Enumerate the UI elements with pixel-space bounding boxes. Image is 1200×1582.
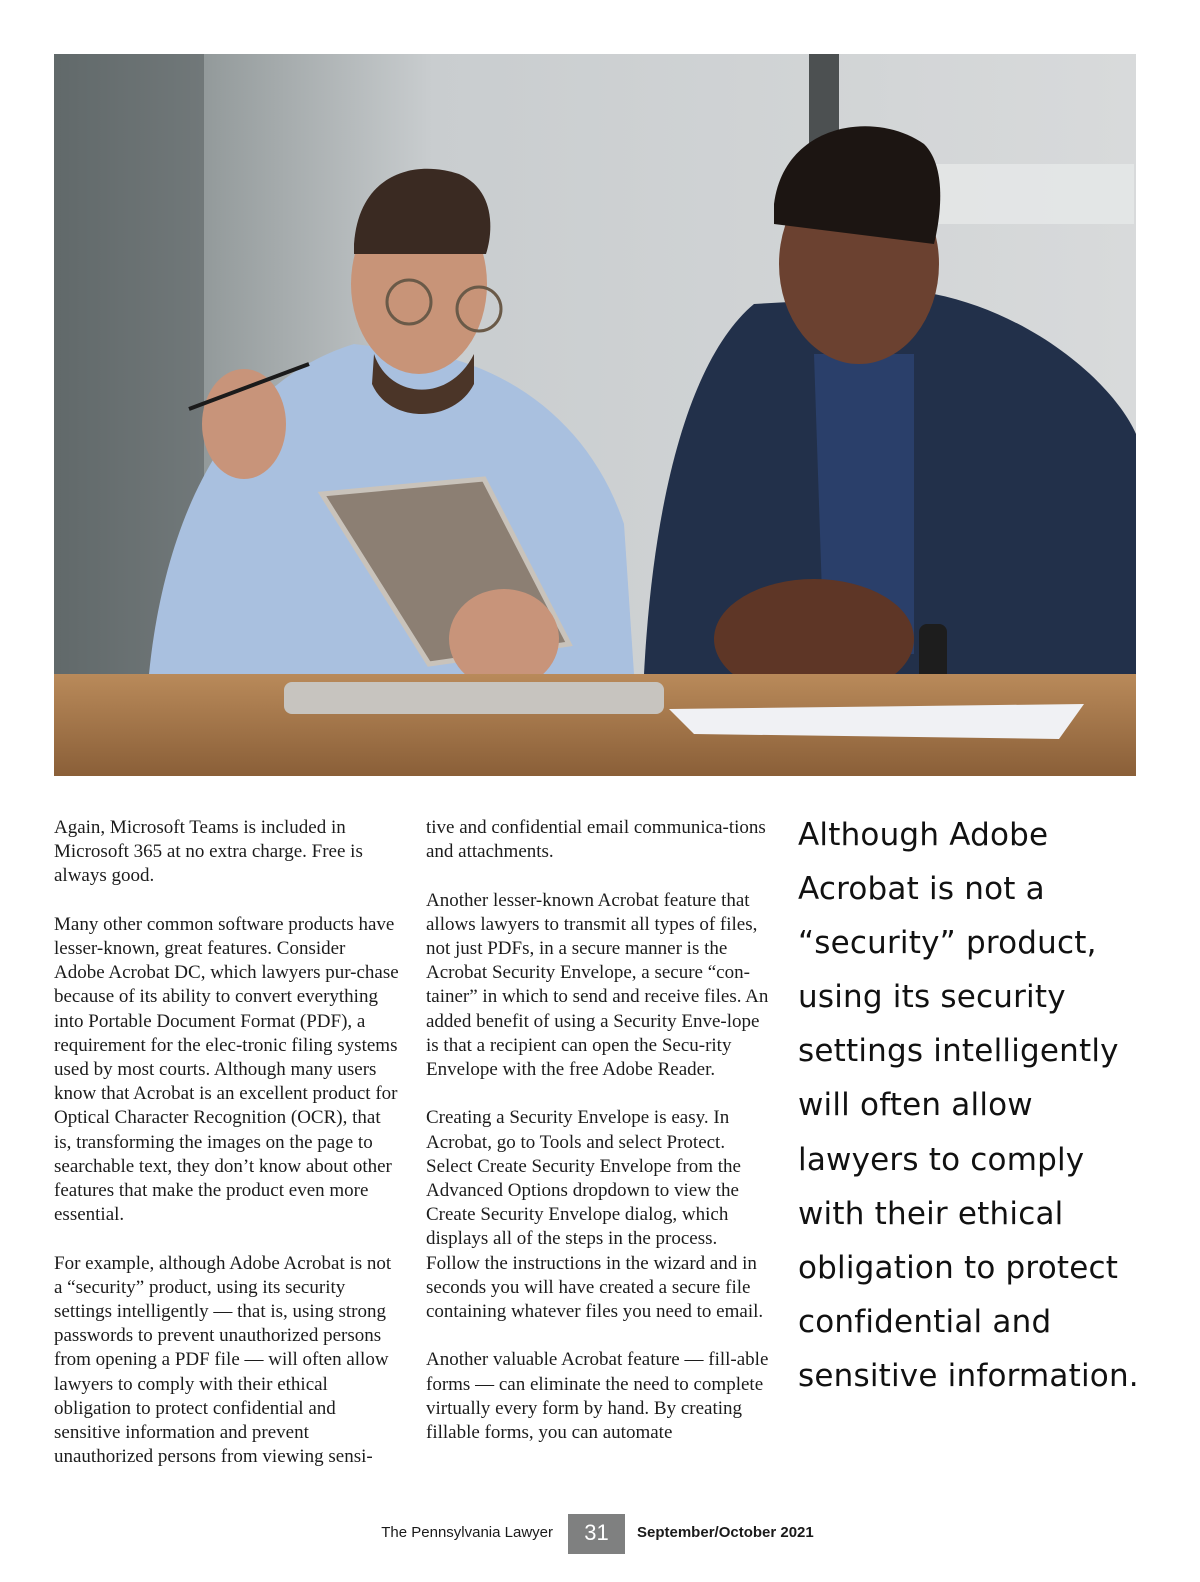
page-number: 31 [568,1514,625,1554]
paragraph: Many other common software products have lesser-known, great features. Consider Adobe Acrobat DC, which lawyers pur-chase because of its ability to convert everything into Portable Document Format (PDF), a requirement for the elec-tronic filing systems used by most courts. Although many users know that Acrobat is an excellent product for Optical Character Recognition (OCR), that is, transforming the images on the page to searchable text, they don’t know about other features that make the product even more essential. [54,913,399,1226]
paragraph: Creating a Security Envelope is easy. In Acrobat, go to Tools and select Protect. Select Create Security Envelope from the Advanced Options dropdown to view the Create Security Envelope dialog, which displays all of the steps in the process. Follow the instructions in the wizard and in seconds you will have created a secure file containing whatever files you need to email. [426,1107,764,1323]
pull-quote: Although Adobe Acrobat is not a “security” product, using its security settings intelligently will often allow lawyers to comply with their ethical obligation to protect confidential and sensitive information. [798,817,1139,1394]
paragraph: tive and confidential email communica-tions and attachments. [426,817,766,863]
photo-two-men-with-tablet [54,54,1136,776]
issue-date: September/October 2021 [637,1524,814,1541]
paragraph: For example, although Adobe Acrobat is not a “security” product, using its security settings intelligently — that is, using strong passwords to prevent unauthorized persons from opening a PDF file — will often allow lawyers to comply with their ethical obligation to protect confidential and sensitive information and prevent unauthorized persons from viewing sensi- [54,1252,392,1468]
page-footer [0,1514,1200,1554]
article-column-2 [426,816,771,1469]
paragraph: Another lesser-known Acrobat feature that allows lawyers to transmit all types of files, not just PDFs, in a secure manner is the Acrobat Security Envelope, a secure “con-tainer” in which to send and receive files. An added benefit of using a Security Enve-lope is that a recipient can open the Secu-rity Envelope with the free Adobe Reader. [426,889,769,1081]
article-column-1 [54,816,399,1494]
publication-name: The Pennsylvania Lawyer [381,1524,553,1541]
article-photo [54,54,1136,776]
paragraph: Another valuable Acrobat feature — fill-able forms — can eliminate the need to complete virtually every form by hand. By creating fillable forms, you can automate [426,1349,769,1444]
paragraph: Again, Microsoft Teams is included in Microsoft 365 at no extra charge. Free is always good. [54,817,363,887]
